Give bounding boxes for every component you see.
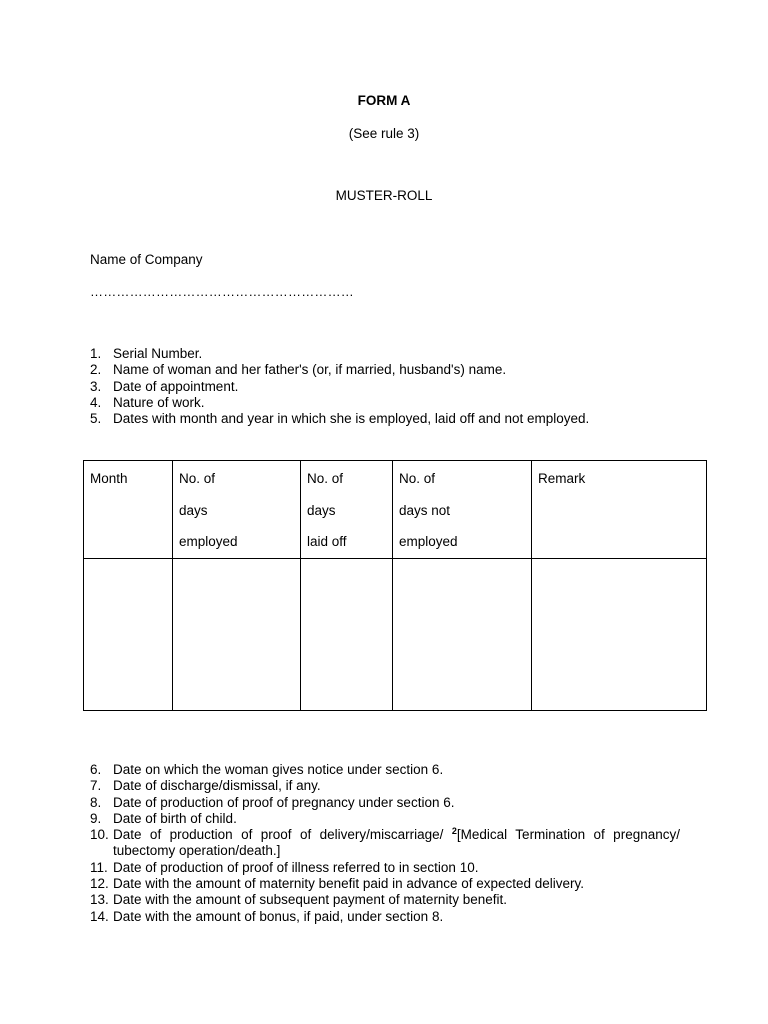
- item-text: Date on which the woman gives notice under section 6.: [113, 762, 444, 777]
- header-line: days not: [399, 502, 451, 518]
- item-number: 6.: [90, 762, 102, 777]
- list-item: [90, 762, 680, 778]
- item-text: Date with the amount of maternity benefit paid in advance of expected delivery.: [113, 876, 585, 892]
- item-text-part: [Medical Termination of pregnancy/ tubectomy operation/death.]: [113, 827, 680, 859]
- item-number: 13.: [90, 892, 109, 908]
- table-header-row: [84, 461, 707, 559]
- item-text: Date with the amount of bonus, if paid, under section 8.: [113, 908, 444, 924]
- table-cell[interactable]: [393, 558, 532, 711]
- list-item: [90, 362, 680, 378]
- muster-roll-table: [83, 460, 707, 711]
- column-header-days-laid-off: [301, 461, 393, 559]
- form-heading: MUSTER-ROLL: [335, 188, 433, 203]
- list-item: [90, 395, 680, 411]
- column-header-remark: [532, 461, 707, 559]
- item-text-part: Date of production of proof of delivery/miscarriage/: [113, 827, 452, 843]
- company-name-blank: ……………………………………………………: [90, 284, 354, 299]
- item-text: Date of birth of child.: [113, 810, 237, 826]
- list-item: [90, 795, 680, 811]
- item-number: 8.: [90, 794, 102, 810]
- item-number: 4.: [90, 394, 102, 410]
- item-number: 14.: [90, 908, 109, 924]
- table-row: [84, 558, 707, 711]
- item-text: Nature of work.: [113, 394, 205, 410]
- list-item: [90, 892, 680, 908]
- item-number: 11.: [90, 859, 108, 875]
- list-item: [90, 909, 680, 925]
- list-item: [90, 827, 680, 860]
- item-number: 3.: [90, 378, 102, 394]
- item-number: 7.: [90, 778, 102, 794]
- list-item: [90, 411, 680, 427]
- item-text: Date of production of proof of illness referred to in section 10.: [113, 859, 479, 875]
- particulars-list-bottom: [90, 762, 680, 925]
- item-number: 12.: [90, 876, 109, 892]
- form-title: FORM A: [357, 93, 411, 108]
- header-line: laid off: [307, 534, 347, 549]
- particulars-list-top: [90, 346, 680, 427]
- item-text: Serial Number.: [113, 346, 203, 361]
- header-line: employed: [399, 534, 458, 549]
- header-line: days: [307, 502, 336, 518]
- header-line: employed: [179, 534, 238, 549]
- header-line: days: [179, 502, 208, 518]
- item-text: Date with the amount of subsequent payment of maternity benefit.: [113, 892, 507, 908]
- table-cell[interactable]: [173, 558, 301, 711]
- item-number: 9.: [90, 810, 102, 826]
- item-text: Dates with month and year in which she is employed, laid off and not employed.: [113, 411, 590, 427]
- item-number: 5.: [90, 411, 102, 427]
- form-rule-reference: (See rule 3): [348, 126, 420, 141]
- header-line: No. of: [307, 471, 344, 486]
- list-item: [90, 860, 680, 876]
- header-line: Remark: [538, 471, 586, 486]
- item-number: 1.: [90, 346, 102, 361]
- list-item: [90, 876, 680, 892]
- column-header-month: [84, 461, 173, 559]
- item-text: [113, 827, 680, 860]
- table-cell[interactable]: [301, 558, 393, 711]
- header-line: No. of: [179, 471, 216, 486]
- item-number: 2.: [90, 362, 102, 378]
- column-header-days-not-employed: [393, 461, 532, 559]
- item-text: Name of woman and her father's (or, if married, husband's) name.: [113, 362, 507, 378]
- header-line: Month: [90, 471, 128, 486]
- item-number: 10.: [90, 827, 109, 843]
- column-header-days-employed: [173, 461, 301, 559]
- footnote-marker: 2: [451, 826, 457, 837]
- table-cell[interactable]: [532, 558, 707, 711]
- item-text: Date of production of proof of pregnancy under section 6.: [113, 794, 455, 810]
- list-item: [90, 346, 680, 362]
- list-item: [90, 379, 680, 395]
- item-text: Date of discharge/dismissal, if any.: [113, 778, 321, 794]
- list-item: [90, 811, 680, 827]
- list-item: [90, 778, 680, 794]
- header-line: No. of: [399, 471, 436, 486]
- company-name-label: Name of Company: [90, 252, 203, 267]
- table-cell[interactable]: [84, 558, 173, 711]
- item-text: Date of appointment.: [113, 378, 239, 394]
